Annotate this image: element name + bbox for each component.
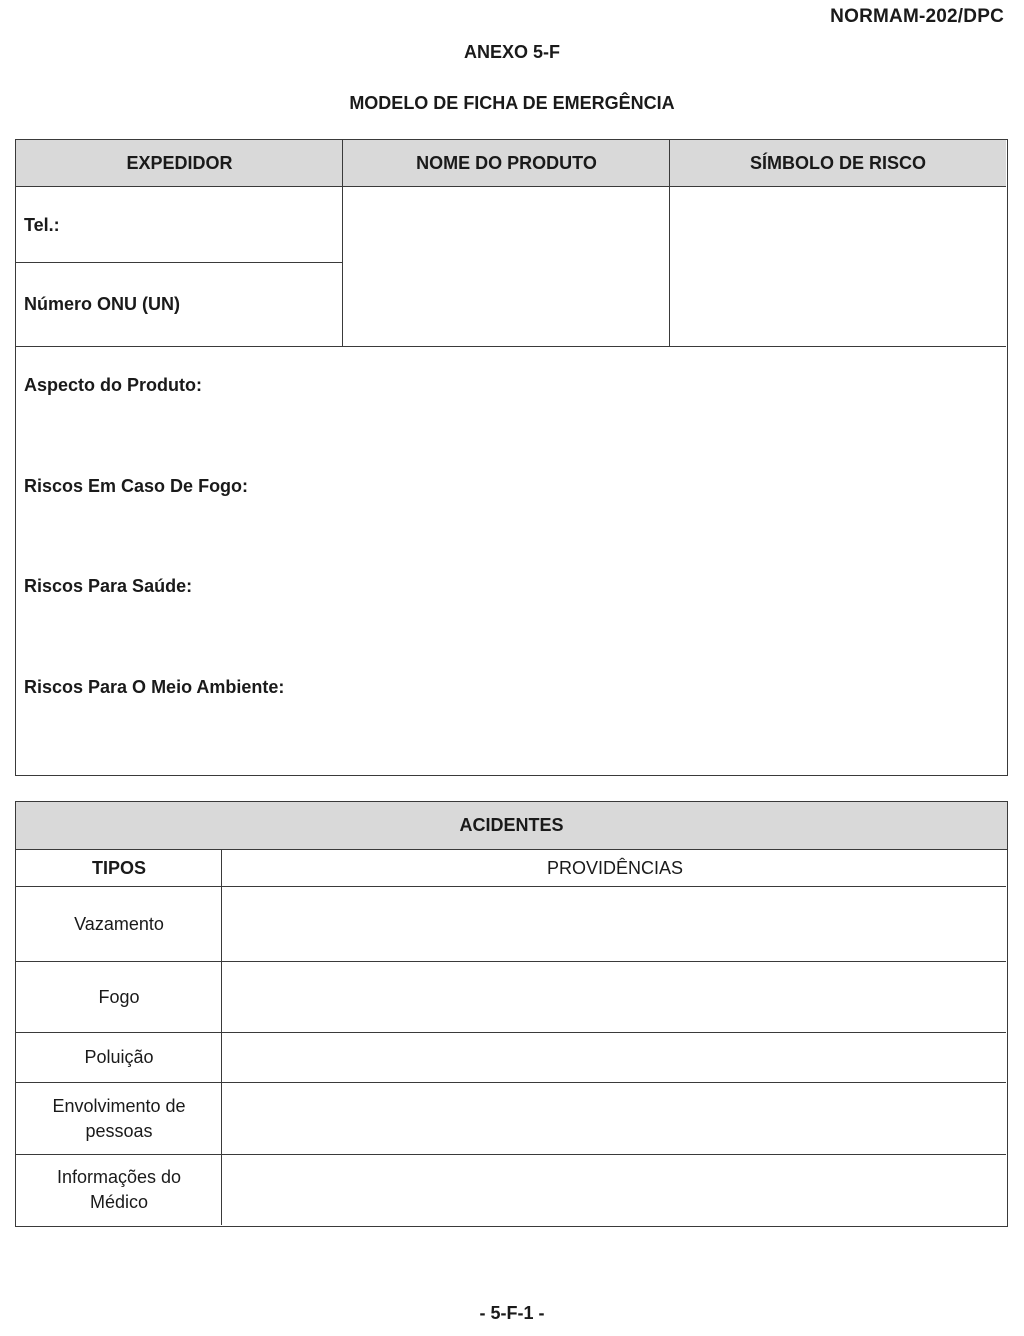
accident-type-cell: Vazamento — [74, 913, 164, 934]
accident-type-cell: Poluição — [84, 1047, 154, 1067]
tel-label: Tel.: — [24, 215, 60, 235]
column-header-simbolo-de-risco: SÍMBOLO DE RISCO — [670, 140, 1006, 187]
document-code: NORMAM-202/DPC — [830, 6, 1004, 27]
accident-type-cell: Envolvimento de pessoas — [52, 1095, 186, 1141]
accident-action-cell — [223, 887, 1007, 961]
accident-action-cell — [223, 1155, 1007, 1225]
fire-risks-label: Riscos Em Caso De Fogo: — [24, 476, 249, 496]
onu-number-label: Número ONU (UN) — [24, 294, 180, 314]
form-title: MODELO DE FICHA DE EMERGÊNCIA — [349, 93, 675, 113]
accidents-table — [15, 801, 1008, 1227]
column-header-nome-do-produto: NOME DO PRODUTO — [343, 140, 670, 187]
row-divider — [16, 262, 343, 263]
accident-type-cell: Informações do Médico — [56, 1167, 182, 1212]
column-divider — [669, 140, 670, 347]
annex-title: ANEXO 5-F — [463, 42, 560, 62]
accident-action-cell — [223, 962, 1007, 1032]
accident-action-cell — [223, 1083, 1007, 1154]
identification-table — [15, 139, 1008, 776]
accident-action-cell — [223, 1033, 1007, 1082]
column-divider — [342, 140, 343, 347]
types-column-header: TIPOS — [91, 857, 146, 878]
environment-risks-label: Riscos Para O Meio Ambiente: — [24, 677, 285, 697]
product-aspect-label: Aspecto do Produto: — [24, 375, 202, 395]
row-divider — [16, 346, 1006, 347]
actions-column-header: PROVIDÊNCIAS — [546, 857, 684, 878]
page-number: - 5-F-1 - — [479, 1303, 545, 1323]
accident-type-cell: Fogo — [98, 986, 140, 1007]
health-risks-label: Riscos Para Saúde: — [24, 576, 193, 596]
column-header-expedidor: EXPEDIDOR — [16, 140, 343, 187]
accidents-header: ACIDENTES — [16, 802, 1007, 850]
